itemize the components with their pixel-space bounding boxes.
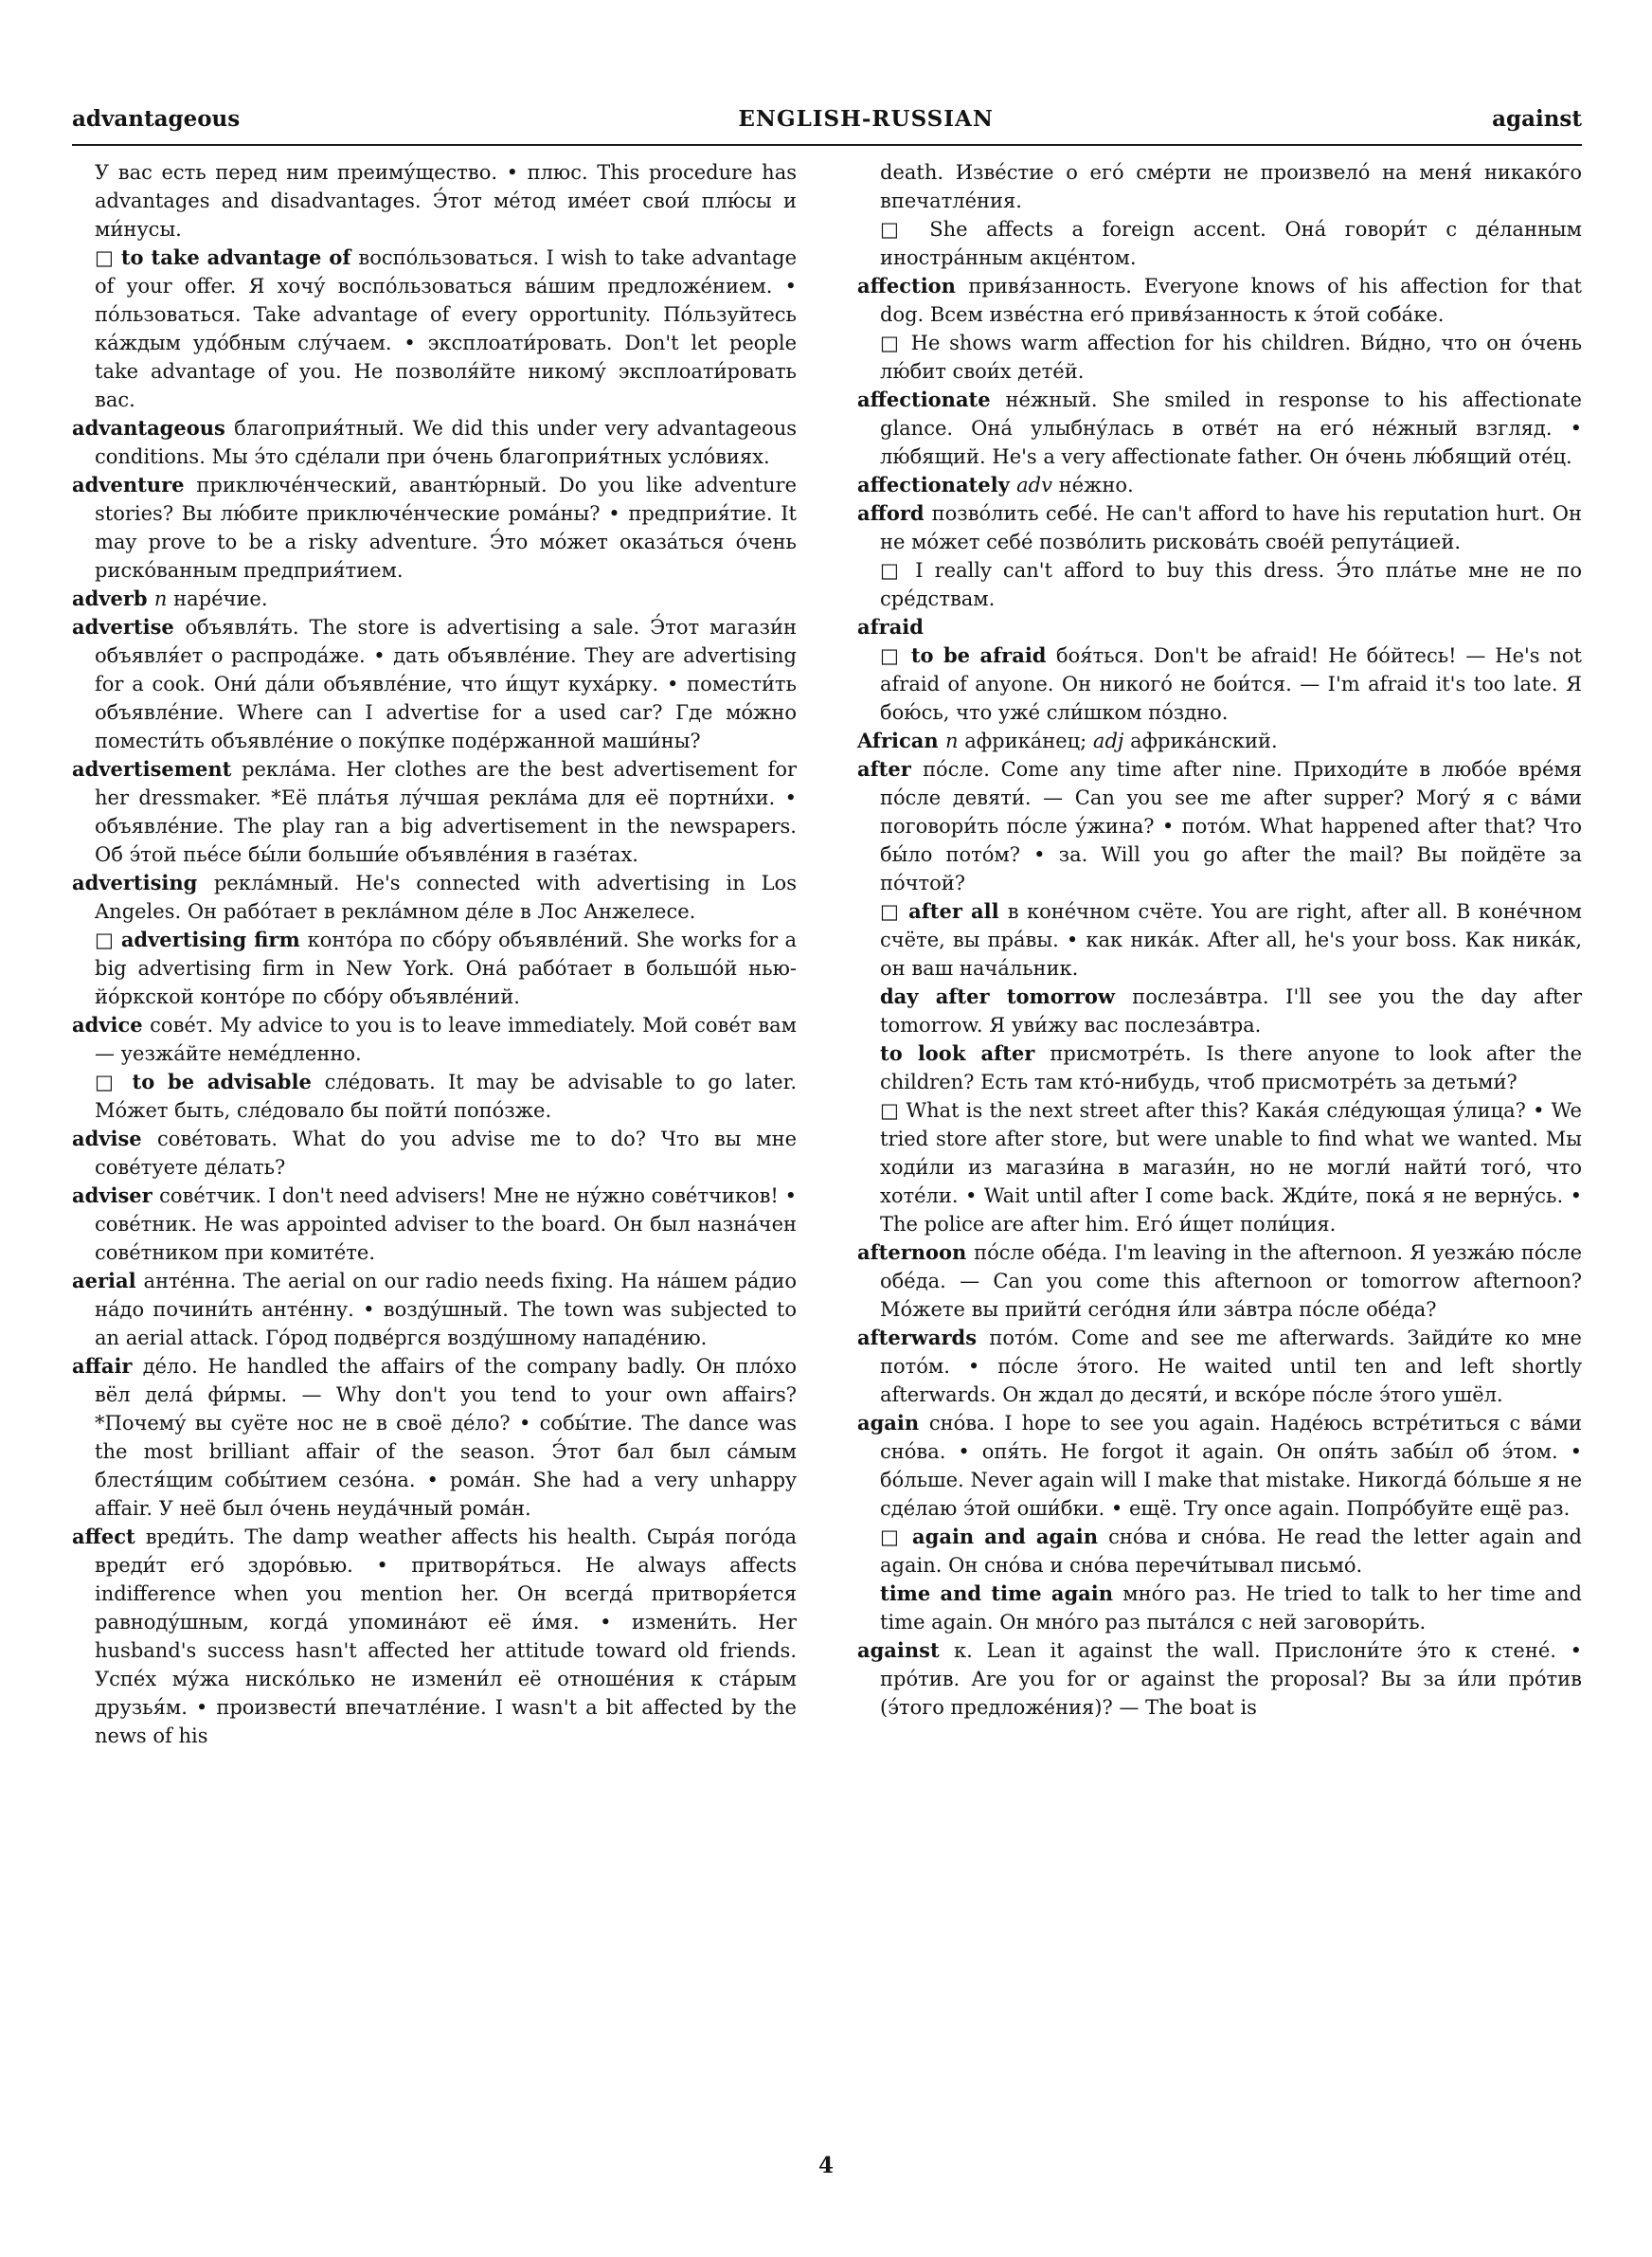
- text-run: пото́м. Come and see me afterwards. Зайди́те ко мне пото́м. • по́сле э́того. He waited until ten and left shortly afterwards. Он ждал до десяти́, и вско́ре по́сле э́того ушёл.: [880, 1327, 1582, 1406]
- text-run: объявля́ть. The store is advertising a sale. Э́тот магази́н объявля́ет о распрода́же. • дать объявле́ние. They are advertising for a cook. Они́ да́ли объявле́ние, что и́щут куха́рку. • помести́ть объявле́ние. Where can I advertise for a used car? Где мо́жно помести́ть объявле́ние о поку́пке поде́ржанной маши́ны?: [95, 616, 797, 752]
- dict-paragraph: [72, 471, 797, 585]
- header-guide-word-right: against: [1492, 106, 1582, 132]
- text-run: боя́ться. Don't be afraid! Не бо́йтесь! — He's not afraid of anyone. Он никого́ не бои́тся. — I'm afraid it's too late. Я бою́сь, что уже́ сли́шком по́здно.: [880, 644, 1582, 724]
- text-run: □: [880, 900, 909, 923]
- header-title: ENGLISH-RUSSIAN: [738, 106, 994, 132]
- dict-paragraph: [72, 1352, 797, 1523]
- headword: afterwards: [857, 1326, 990, 1349]
- headword: African: [857, 729, 945, 752]
- pos-label: n: [944, 730, 965, 752]
- dict-paragraph: [72, 613, 797, 755]
- headword: advantageous: [72, 416, 235, 440]
- headword: advice: [72, 1013, 151, 1037]
- text-columns: [72, 158, 1582, 2153]
- dict-paragraph: [857, 613, 1582, 641]
- text-run: □: [95, 1071, 133, 1093]
- page-number: 4: [817, 2153, 834, 2178]
- headword: afternoon: [857, 1240, 975, 1264]
- page-header: [72, 106, 1582, 132]
- dict-paragraph: [72, 755, 797, 869]
- dict-paragraph: [857, 1238, 1582, 1324]
- dict-paragraph: [72, 1267, 797, 1352]
- text-run: □: [95, 246, 121, 269]
- dict-paragraph: [857, 556, 1582, 613]
- headword: day after tomorrow: [880, 984, 1133, 1008]
- dict-paragraph: [72, 585, 797, 613]
- dict-paragraph: [857, 1096, 1582, 1238]
- text-run: не́жный. She smiled in response to his affectionate glance. Она́ улыбну́лась в отве́т на его́ не́жный взгляд. • лю́бящий. He's a very affectionate father. Он о́чень лю́бящий оте́ц.: [880, 388, 1582, 468]
- dict-paragraph: [857, 1580, 1582, 1636]
- text-run: сно́ва. I hope to see you again. Наде́юсь встре́титься с ва́ми сно́ва. • опя́ть. He forgot it again. Он опя́ть забы́л об э́том. • бо́льше. Never again will I make that mistake. Никогда́ бо́льше я не сде́лаю э́той оши́бки. • ещё. Try once again. Попро́буйте ещё раз.: [880, 1412, 1582, 1520]
- headword: time and time again: [880, 1581, 1123, 1605]
- dict-paragraph: [857, 272, 1582, 329]
- headword: affection: [857, 274, 969, 298]
- text-run: □ I really can't afford to buy this dress. Э́то пла́тье мне не по сре́дствам.: [880, 559, 1582, 610]
- headword: to look after: [880, 1041, 1050, 1065]
- text-run: к. Lean it against the wall. Прислони́те э́то к стене́. • про́тив. Are you for or against the proposal? Вы за и́ли про́тив (э́того предложе́ния)? — The boat is: [880, 1639, 1582, 1719]
- dict-paragraph: [857, 755, 1582, 897]
- headword: after: [857, 757, 924, 781]
- dict-paragraph: [857, 983, 1582, 1039]
- dict-paragraph: [857, 499, 1582, 556]
- headword: affectionately: [857, 473, 1017, 497]
- header-guide-word-left: advantageous: [72, 106, 241, 132]
- text-run: сове́товать. What do you advise me to do? Что вы мне сове́туете де́лать?: [95, 1128, 797, 1179]
- text-run: конто́ра по сбо́ру объявле́ний. She works for a big advertising firm in New York. Она́ рабо́тает в большо́й нью-йо́ркской конто́ре по сбо́ру объявле́ний.: [95, 929, 797, 1008]
- dict-paragraph: [72, 244, 797, 414]
- text-run: □ He shows warm affection for his children. Ви́дно, что он о́чень лю́бит свои́х дете́й.: [880, 332, 1582, 383]
- headword: to be afraid: [910, 643, 1056, 667]
- headword: affectionate: [857, 388, 1006, 411]
- text-run: □ She affects a foreign accent. Она́ говори́т с де́ланным иностра́нным акце́нтом.: [880, 218, 1582, 269]
- text-run: рекла́ма. Her clothes are the best advertisement for her dressmaker. *Её пла́тья лу́чшая рекла́ма для её портни́хи. • объявле́ние. The play ran a big advertisement in the newspapers. Об э́той пье́се бы́ли больши́е объявле́ния в газе́тах.: [95, 758, 798, 866]
- text-run: анте́нна. The aerial on our radio needs fixing. На на́шем ра́дио на́до почини́ть анте́нну. • возду́шный. The town was subjected to an aerial attack. Го́род подве́ргся возду́шному нападе́нию.: [95, 1270, 797, 1349]
- text-run: □ What is the next street after this? Кака́я сле́дующая у́лица? • We tried store after store, but were unable to find what we wanted. Мы ходи́ли из магази́на в магази́н, но не могли́ найти́ того́, что хоте́ли. • Wait until after I come back. Жди́те, пока́ я не верну́сь. • The police are after him. Его́ и́щет поли́ция.: [880, 1099, 1582, 1236]
- headword: afford: [857, 501, 932, 525]
- dict-paragraph: [72, 869, 797, 926]
- column-left: [72, 158, 797, 2153]
- dict-paragraph: [72, 1182, 797, 1267]
- dict-paragraph: [857, 1636, 1582, 1722]
- dict-paragraph: [72, 1125, 797, 1182]
- dict-paragraph: [72, 414, 797, 471]
- headword: advertising: [72, 871, 214, 894]
- dict-paragraph: [857, 727, 1582, 755]
- text-run: африка́нский.: [1130, 730, 1278, 752]
- text-run: благоприя́тный. We did this under very advantageous conditions. Мы э́то сде́лали при о́чень благоприя́тных усло́виях.: [95, 417, 797, 468]
- text-run: сове́т. My advice to you is to leave immediately. Мой сове́т вам — уезжа́йте неме́дленно.: [95, 1014, 797, 1065]
- headword: adverb: [72, 587, 154, 610]
- text-run: присмотре́ть. Is there anyone to look after the children? Есть там кто́-нибудь, чтоб присмотре́ть за детьми́?: [880, 1042, 1582, 1093]
- headword: to be advisable: [132, 1070, 325, 1093]
- headword: advertise: [72, 615, 186, 639]
- text-run: приключе́нческий, авантю́рный. Do you like adventure stories? Вы лю́бите приключе́нческие рома́ны? • предприя́тие. It may prove to be a risky adventure. Э́то мо́жет оказа́ться о́чень риско́ванным предприя́тием.: [95, 474, 797, 582]
- text-run: death. Изве́стие о его́ сме́рти не произвело́ на меня́ никако́го впечатле́ния.: [880, 161, 1582, 212]
- dict-paragraph: [857, 386, 1582, 471]
- headword: affair: [72, 1354, 143, 1378]
- dict-paragraph: [857, 471, 1582, 499]
- dict-paragraph: [72, 1011, 797, 1068]
- text-run: □: [880, 1526, 913, 1548]
- header-rule: [72, 144, 1582, 146]
- text-run: воспо́льзоваться. I wish to take advantage of your offer. Я хочу́ воспо́льзоваться ва́шим предложе́нием. • по́льзоваться. Take advantage of every opportunity. По́льзуйтесь ка́ждым удо́бным слу́чаем. • эксплоати́ровать. Don't let people take advantage of you. Не позволя́йте никому́ эксплоати́ровать вас.: [95, 246, 798, 411]
- dict-paragraph: [857, 1324, 1582, 1409]
- text-run: не́жно.: [1058, 474, 1134, 497]
- text-run: рекла́мный. He's connected with advertising in Los Angeles. Он рабо́тает в рекла́мном де́ле в Лос Анжелесе.: [95, 872, 797, 923]
- headword: against: [857, 1638, 954, 1662]
- text-run: в коне́чном счёте. You are right, after all. В коне́чном счёте, вы пра́вы. • как ника́к. After all, he's your boss. Как ника́к, он ваш нача́льник.: [880, 900, 1582, 980]
- text-run: □: [880, 644, 911, 667]
- dict-paragraph: [857, 897, 1582, 983]
- headword: advise: [72, 1127, 158, 1150]
- headword: afraid: [857, 615, 924, 639]
- text-run: мно́го раз. He tried to talk to her time and time again. Он мно́го раз пыта́лся с ней заговори́ть.: [880, 1582, 1582, 1634]
- headword: advertising firm: [120, 928, 308, 951]
- column-right: [857, 158, 1582, 2153]
- dict-paragraph: [857, 329, 1582, 386]
- text-run: де́ло. He handled the affairs of the company badly. Он пло́хо вёл дела́ фи́рмы. — Why don't you tend to your own affairs? *Почему́ вы суёте нос не в своё де́ло? • собы́тие. The dance was the most brilliant affair of the season. Э́тот бал был са́мым блестя́щим собы́тием сезо́на. • рома́н. She had a very unhappy affair. У неё был о́чень неуда́чный рома́н.: [95, 1355, 797, 1520]
- text-run: сле́довать. It may be advisable to go later. Мо́жет быть, сле́довало бы пойти́ попо́зже.: [95, 1071, 798, 1122]
- dict-paragraph: [857, 158, 1582, 215]
- headword: adventure: [72, 473, 197, 497]
- dict-paragraph: [72, 1523, 797, 1750]
- headword: again: [857, 1411, 929, 1435]
- text-run: сове́тчик. I don't need advisers! Мне не ну́жно сове́тчиков! • сове́тник. He was appointed adviser to the board. Он был назна́чен сове́тником при комите́те.: [95, 1184, 797, 1264]
- text-run: послеза́втра. I'll see you the day after tomorrow. Я уви́жу вас послеза́втра.: [880, 985, 1582, 1037]
- text-run: сно́ва и сно́ва. He read the letter again and again. Он сно́ва и сно́ва перечи́тывал письмо́.: [880, 1526, 1582, 1577]
- headword: again and again: [912, 1525, 1109, 1548]
- dict-paragraph: [857, 1039, 1582, 1096]
- headword: affect: [72, 1525, 146, 1548]
- text-run: привя́занность. Everyone knows of his affection for that dog. Всем изве́стна его́ привя́занность к э́той соба́ке.: [880, 275, 1582, 326]
- text-run: африка́нец;: [964, 730, 1093, 752]
- dict-paragraph: [857, 641, 1582, 727]
- headword: adviser: [72, 1183, 160, 1207]
- headword: advertisement: [72, 757, 242, 781]
- text-run: вреди́ть. The damp weather affects his health. Сыра́я пого́да вреди́т его́ здоро́вью. • притворя́ться. He always affects indifference when you mention her. Он всегда́ притворя́ется равноду́шным, когда́ упомина́ют её и́мя. • измени́ть. Her husband's success hasn't affected her attitude toward old friends. Успе́х му́жа ниско́лько не измени́л её отноше́ния к ста́рым друзья́м. • произвести́ впечатле́ние. I wasn't a bit affected by the news of his: [95, 1526, 797, 1747]
- headword: after all: [908, 899, 1008, 923]
- dict-paragraph: [857, 1523, 1582, 1580]
- dict-paragraph: [857, 215, 1582, 272]
- pos-label: adj: [1092, 730, 1131, 752]
- text-run: У вас есть перед ним преиму́щество. • плюс. This procedure has advantages and disadvantages. Э́тот ме́тод име́ет свои́ плю́сы и ми́нусы.: [95, 161, 797, 241]
- headword: aerial: [72, 1269, 144, 1292]
- text-run: по́сле обе́да. I'm leaving in the afternoon. Я уезжа́ю по́сле обе́да. — Can you come this afternoon or tomorrow afternoon? Мо́жете вы прийти́ сего́дня и́ли за́втра по́сле обе́да?: [880, 1241, 1582, 1321]
- text-run: наре́чие.: [173, 587, 268, 610]
- dict-paragraph: [72, 926, 797, 1011]
- pos-label: adv: [1016, 474, 1059, 497]
- headword: to take advantage of: [120, 245, 359, 269]
- text-run: по́сле. Come any time after nine. Приходи́те в любо́е вре́мя по́сле девяти́. — Can you see me after supper? Могу́ я с ва́ми поговори́ть по́сле у́жина? • пото́м. What happened after that? Что бы́ло пото́м? • за. Will you go after the mail? Вы пойдёте за по́чтой?: [880, 758, 1582, 894]
- pos-label: n: [153, 587, 174, 610]
- dict-paragraph: [72, 158, 797, 244]
- text-run: позво́лить себе́. He can't afford to have his reputation hurt. Он не мо́жет себе́ позво́лить рискова́ть свое́й репута́цией.: [880, 502, 1582, 553]
- dict-paragraph: [72, 1068, 797, 1125]
- dict-paragraph: [857, 1409, 1582, 1523]
- text-run: □: [95, 929, 121, 951]
